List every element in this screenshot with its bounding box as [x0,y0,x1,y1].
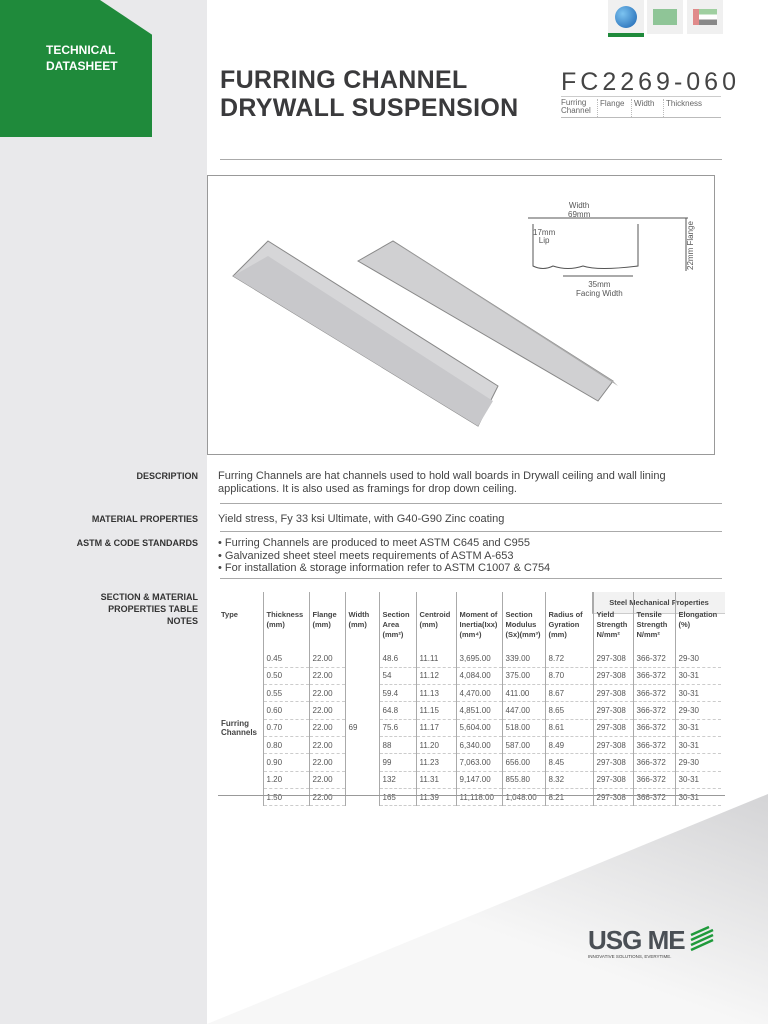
table-cell: 22.00 [309,788,345,805]
column-header: Tensile Strength N/mm² [633,592,675,650]
width-dimension: Width 69mm [568,201,591,219]
left-sidebar [0,0,207,1024]
table-cell: 99 [379,754,416,771]
column-header: Radius of Gyration (mm) [545,592,593,650]
table-cell: 22.00 [309,771,345,788]
code-label-thickness: Thickness [663,99,702,117]
table-cell: 297-308 [593,667,633,684]
table-cell: 30-31 [675,771,721,788]
table-row [218,771,721,788]
logo-tagline: INNOVATIVE SOLUTIONS, EVERYTIME. [588,954,672,959]
column-header: Centroid (mm) [416,592,456,650]
table-cell: 297-308 [593,754,633,771]
saudi-flag-icon[interactable] [647,0,683,34]
table-cell: 3,695.00 [456,650,502,667]
description-text: Furring Channels are hat channels used to hold wall boards in Drywall ceiling and wall lining applications. It is also used as framings for drop down ceiling. [218,470,666,495]
table-cell: 30-31 [675,736,721,753]
product-code: FC2269-060 [561,68,740,96]
table-cell: 9,147.00 [456,771,502,788]
furring-channel-illustration [208,176,716,456]
table-cell: 366-372 [633,736,675,753]
steel-mechanical-properties-header: Steel Mechanical Properties [592,592,725,614]
column-header: Section Area (mm²) [379,592,416,650]
table-cell: 30-31 [675,685,721,702]
table-cell: 22.00 [309,719,345,736]
code-label-flange: Flange [597,99,624,117]
table-cell: 11.39 [416,788,456,805]
table-cell: 375.00 [502,667,545,684]
divider [220,503,722,504]
table-cell: 297-308 [593,685,633,702]
table-cell: 29-30 [675,650,721,667]
table-cell: 339.00 [502,650,545,667]
table-cell: 29-30 [675,754,721,771]
column-header: Section Modulus (Sx)(mm³) [502,592,545,650]
table-cell: 11.13 [416,685,456,702]
description-label: DESCRIPTION [136,471,198,481]
product-image [207,175,715,455]
material-text: Yield stress, Fy 33 ksi Ultimate, with G40-G90 Zinc coating [218,513,505,525]
table-cell: 11.20 [416,736,456,753]
table-cell: 1,048.00 [502,788,545,805]
table-cell: 22.00 [309,702,345,719]
table-cell: 297-308 [593,650,633,667]
table-cell: 22.00 [309,667,345,684]
astm-label: ASTM & CODE STANDARDS [76,538,198,548]
table-cell: 0.80 [263,736,309,753]
banner-line2: DATASHEET [46,59,118,73]
table-cell: 4,084.00 [456,667,502,684]
divider [220,531,722,532]
table-cell: 165 [379,788,416,805]
table-cell: 366-372 [633,754,675,771]
table-cell: 656.00 [502,754,545,771]
table-cell: 11.23 [416,754,456,771]
table-cell: 64.8 [379,702,416,719]
table-cell: 11.31 [416,771,456,788]
column-header: Width (mm) [345,592,379,650]
product-code-legend [561,96,721,118]
technical-datasheet-banner [0,0,152,137]
table-cell: 22.00 [309,754,345,771]
table-cell: 0.45 [263,650,309,667]
table-cell: 54 [379,667,416,684]
table-cell: 8.21 [545,788,593,805]
page-title: FURRING CHANNEL DRYWALL SUSPENSION [220,66,519,122]
table-cell: 297-308 [593,719,633,736]
code-label-type: Furring Channel [561,98,591,115]
usg-me-logo [588,925,715,959]
table-cell: Furring Channels [221,718,258,737]
logo-stripes-icon [689,926,715,952]
astm-item: • Furring Channels are produced to meet ASTM C645 and C955 [218,537,531,549]
table-cell: 5,604.00 [456,719,502,736]
table-cell: 1.50 [263,788,309,805]
table-cell: 297-308 [593,702,633,719]
table-cell: 22.00 [309,650,345,667]
column-header: Elongation (%) [675,592,721,650]
table-notes-label: SECTION & MATERIAL PROPERTIES TABLE NOTES [100,592,198,626]
table-cell: 8.65 [545,702,593,719]
table-cell: 69 [345,650,379,806]
background-decoration [207,794,768,1024]
code-label-width: Width [631,99,654,117]
table-cell: 8.67 [545,685,593,702]
table-cell: 22.00 [309,685,345,702]
table-cell: 11.11 [416,650,456,667]
table-cell: 30-31 [675,788,721,805]
table-cell: 22.00 [309,736,345,753]
table-row [218,685,721,702]
table-cell: 297-308 [593,736,633,753]
astm-list [218,537,550,575]
globe-icon[interactable] [608,0,644,34]
table-cell: 0.90 [263,754,309,771]
table-cell: 366-372 [633,667,675,684]
table-cell: 366-372 [633,650,675,667]
column-header: Yield Strength N/mm² [593,592,633,650]
table-cell: 447.00 [502,702,545,719]
table-cell: 297-308 [593,788,633,805]
sidebar-fill [152,40,207,137]
column-header: Type [221,610,238,619]
astm-item: • Galvanized sheet steel meets requirements of ASTM A-653 [218,549,514,562]
flange-dimension: 22mm Flange [685,221,695,270]
table-cell: 132 [379,771,416,788]
table-cell: 366-372 [633,788,675,805]
table-cell: 6,340.00 [456,736,502,753]
table-row [218,754,721,771]
table-cell: 366-372 [633,702,675,719]
table-cell: 8.61 [545,719,593,736]
uae-flag-icon[interactable] [687,0,723,34]
table-cell: 8.32 [545,771,593,788]
table-cell: 297-308 [593,771,633,788]
table-cell: 7,063.00 [456,754,502,771]
table-cell: 8.70 [545,667,593,684]
properties-table [218,592,721,806]
table-row [218,719,721,736]
table-cell: 4,851.00 [456,702,502,719]
table-cell: 11.17 [416,719,456,736]
table-row [218,650,721,667]
lip-dimension: 17mm Lip [533,228,556,245]
table-cell: 0.70 [263,719,309,736]
table-cell: 8.49 [545,736,593,753]
column-header: Moment of Inertia(Ixx) (mm⁴) [456,592,502,650]
selected-region-indicator [608,33,644,37]
table-cell: 0.50 [263,667,309,684]
table-cell: 366-372 [633,719,675,736]
table-cell: 75.6 [379,719,416,736]
banner-line1: TECHNICAL [46,43,116,57]
table-cell: 30-31 [675,719,721,736]
table-cell: 8.45 [545,754,593,771]
table-cell: 59.4 [379,685,416,702]
table-cell: 29-30 [675,702,721,719]
table-row [218,667,721,684]
table-cell: 11.12 [416,667,456,684]
table-cell: 855.80 [502,771,545,788]
table-cell: 366-372 [633,685,675,702]
table-row [218,702,721,719]
table-bottom-border [218,795,725,796]
table-cell: 518.00 [502,719,545,736]
table-cell: 0.55 [263,685,309,702]
table-cell: 1.20 [263,771,309,788]
material-label: MATERIAL PROPERTIES [91,514,198,524]
table-cell: 587.00 [502,736,545,753]
table-cell: 11.15 [416,702,456,719]
divider [220,578,722,579]
table-cell: 30-31 [675,667,721,684]
column-header: Flange (mm) [309,592,345,650]
astm-item: • For installation & storage information refer to ASTM C1007 & C754 [218,562,551,574]
table-cell: 366-372 [633,771,675,788]
facing-width-dimension: 35mm Facing Width [576,280,623,298]
table-cell: 411.00 [502,685,545,702]
column-header: Thickness (mm) [263,592,309,650]
table-row [218,788,721,805]
table-cell: 8.72 [545,650,593,667]
table-cell: 4,470.00 [456,685,502,702]
logo-text: USG ME [588,925,685,955]
table-cell: 48.6 [379,650,416,667]
table-cell: 11,118.00 [456,788,502,805]
divider [220,159,722,160]
table-row [218,736,721,753]
table-cell: 0.60 [263,702,309,719]
table-cell: 88 [379,736,416,753]
